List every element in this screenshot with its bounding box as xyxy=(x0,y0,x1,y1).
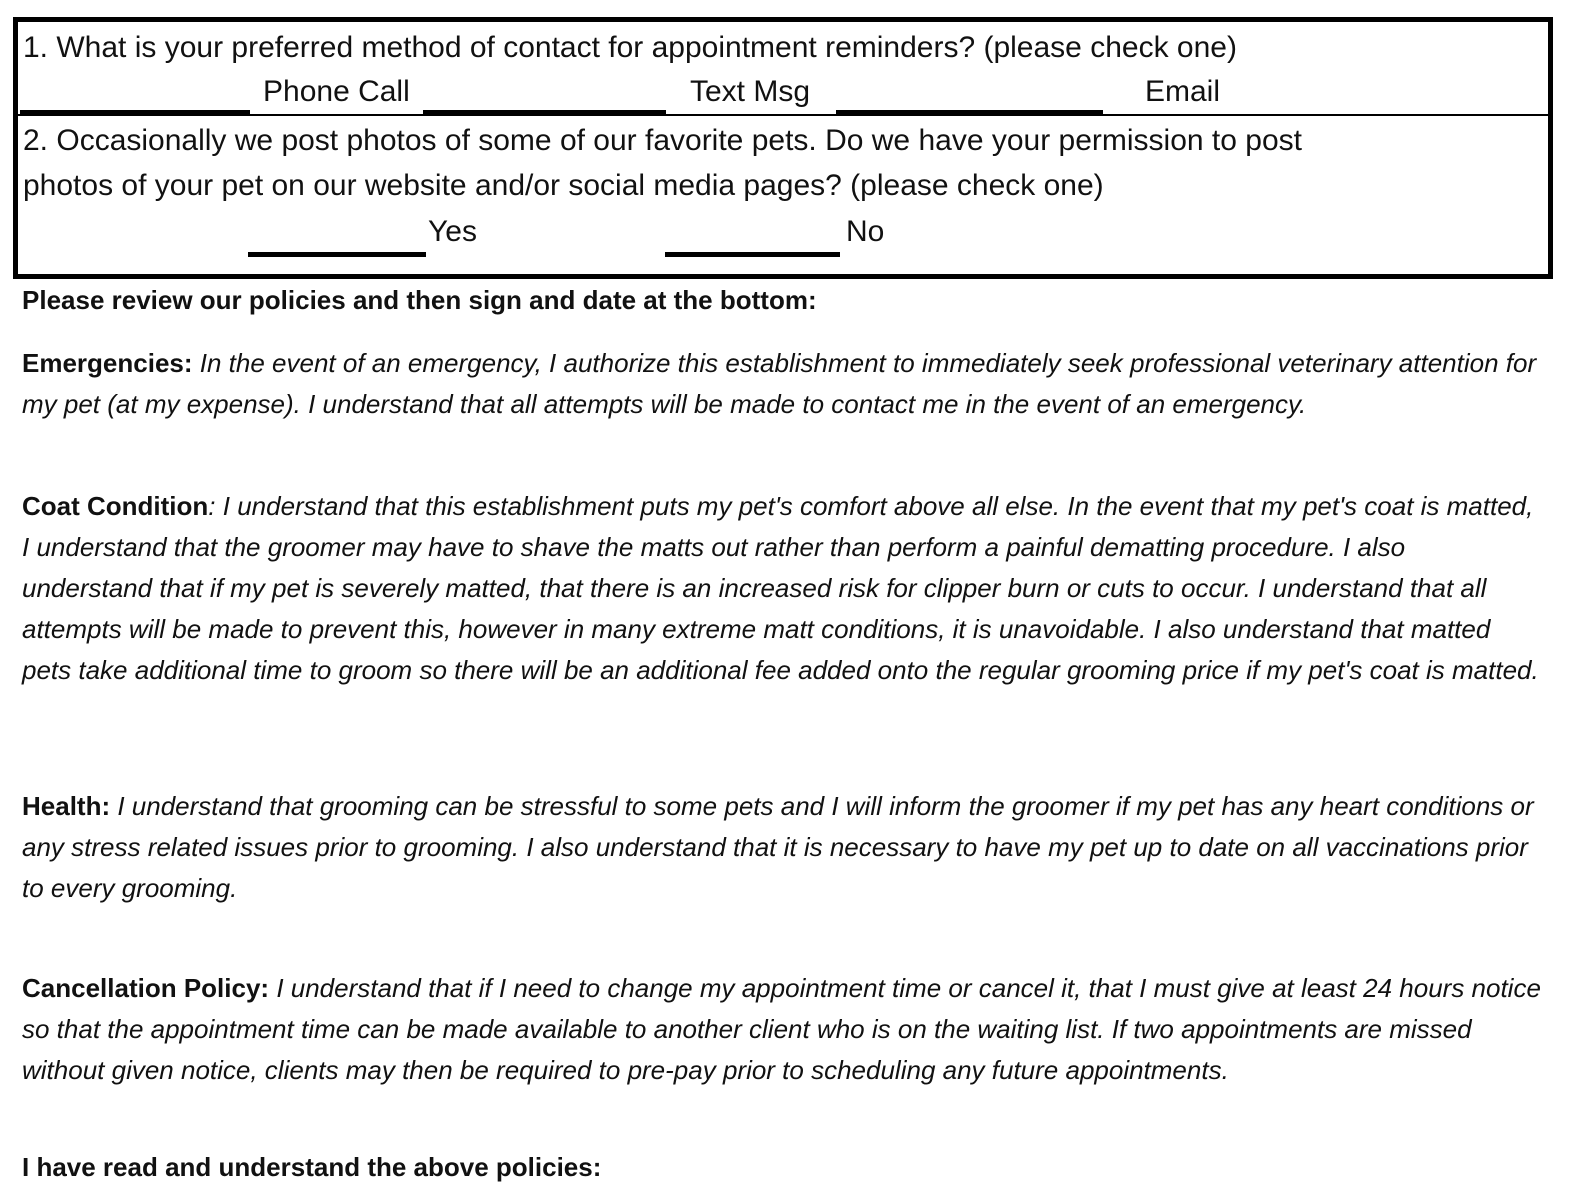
policy-emergencies xyxy=(22,343,1542,425)
acknowledgement-text: I have read and understand the above policies: xyxy=(22,1152,602,1182)
question-2-line-1: 2. Occasionally we post photos of some of our favorite pets. Do we have your permission to post xyxy=(23,124,1302,157)
policy-heading: Health: xyxy=(22,791,111,821)
question-divider xyxy=(18,114,1548,116)
policy-cancellation xyxy=(22,968,1542,1091)
no-checkbox-line[interactable] xyxy=(665,252,840,257)
no-label: No xyxy=(846,215,885,248)
question-1-text: 1. What is your preferred method of contact for appointment reminders? (please check one) xyxy=(23,31,1237,64)
policy-heading: Coat Condition xyxy=(22,491,209,521)
policy-body: I understand that if I need to change my appointment time or cancel it, that I must give at least 24 hours notice so that the appointment time can be made available to another client who is on the waiting list. If two appointments are missed without given notice, clients may then be required to pre-pay prior to scheduling any future appointments. xyxy=(22,973,1541,1085)
policy-health xyxy=(22,786,1542,909)
policy-heading: Cancellation Policy: xyxy=(22,973,270,1003)
policies-intro: Please review our policies and then sign and date at the bottom: xyxy=(22,285,817,315)
policy-body: I understand that grooming can be stressful to some pets and I will inform the groomer if my pet has any heart conditions or any stress related issues prior to grooming. I also understand that it is necessary to have my pet up to date on all vaccinations prior to every grooming. xyxy=(22,791,1534,903)
yes-label: Yes xyxy=(428,215,477,248)
policy-body: : I understand that this establishment puts my pet's comfort above all else. In the event that my pet's coat is matted, I understand that the groomer may have to shave the matts out rather than perform a painful dematting procedure. I also understand that if my pet is severely matted, that there is an increased risk for clipper burn or cuts to occur. I understand that all attempts will be made to prevent this, however in many extreme matt conditions, it is unavoidable. I also understand that matted pets take additional time to groom so there will be an additional fee added onto the regular grooming price if my pet's coat is matted. xyxy=(22,491,1539,685)
contact-preferences-box xyxy=(13,17,1553,279)
email-label: Email xyxy=(1145,75,1221,108)
question-2-line-2: photos of your pet on our website and/or social media pages? (please check one) xyxy=(23,169,1104,202)
policy-body: In the event of an emergency, I authorize this establishment to immediately seek professional veterinary attention for my pet (at my expense). I understand that all attempts will be made to contact me in the event of an emergency. xyxy=(22,348,1537,419)
policy-heading: Emergencies: xyxy=(22,348,193,378)
phone-call-label: Phone Call xyxy=(263,75,410,108)
text-msg-label: Text Msg xyxy=(690,75,811,108)
policy-coat-condition xyxy=(22,486,1542,691)
yes-checkbox-line[interactable] xyxy=(248,252,426,257)
